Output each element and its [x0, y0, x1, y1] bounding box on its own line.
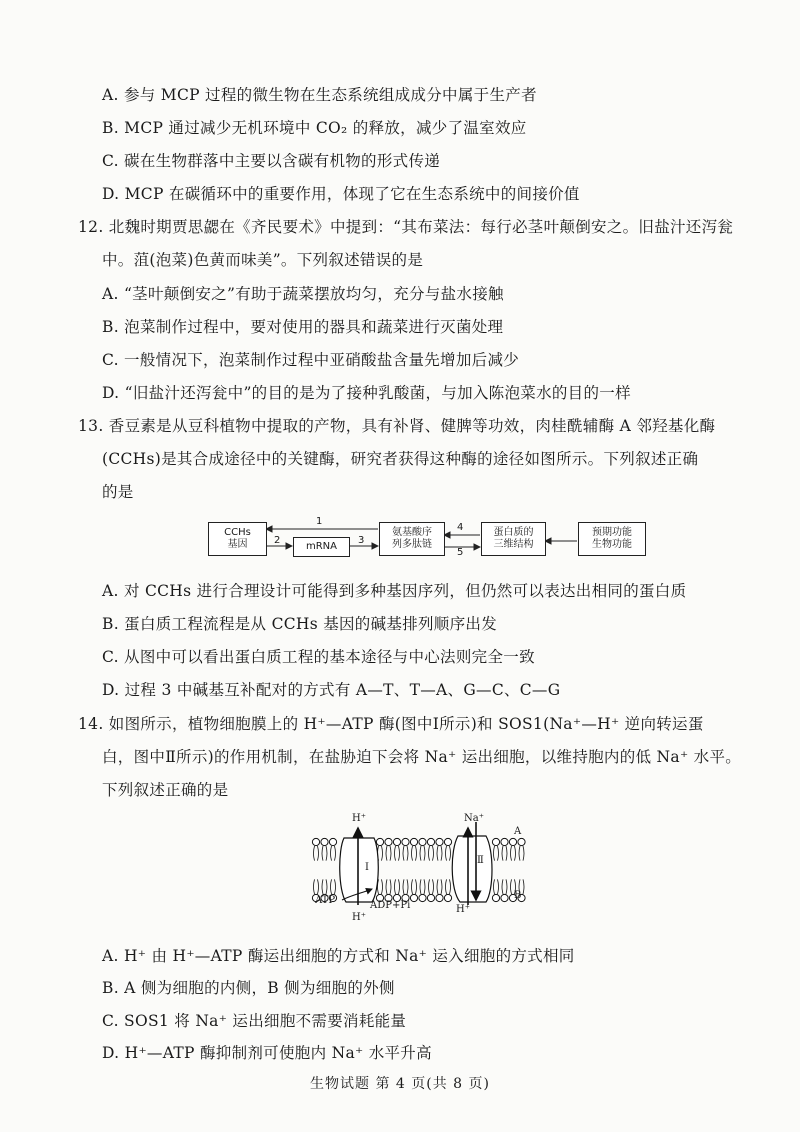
- q14-stem-line2: 白，图中Ⅱ所示)的作用机制，在盐胁迫下会将 Na⁺ 运出细胞，以维持胞内的低 Na⁺ 水平。: [102, 748, 742, 766]
- lipid-tail: [502, 846, 507, 861]
- lipid-tail: [494, 879, 499, 894]
- q12-option-d: D. “旧盐汁还泻瓮中”的目的是为了接种乳酸菌，与加入陈泡菜水的目的一样: [102, 384, 631, 402]
- lipid-head: [501, 838, 508, 845]
- arrow-label-1: 1: [316, 516, 323, 527]
- q13-option-b: B. 蛋白质工程流程是从 CCHs 基因的碱基排列顺序出发: [102, 615, 497, 633]
- lipid-tail: [331, 879, 336, 894]
- lipid-tail: [386, 879, 391, 894]
- lipid-head: [312, 838, 319, 845]
- box-protein-line2: 三维结构: [493, 539, 534, 550]
- label-h-bottom-right: H⁺: [456, 904, 470, 915]
- lipid-tail: [395, 879, 400, 894]
- box-mrna: mRNA: [293, 537, 350, 557]
- lipid-head: [492, 894, 499, 901]
- q13-stem-line3: 的是: [102, 483, 134, 501]
- lipid-head: [376, 838, 383, 845]
- q12-stem-line2: 中。菹(泡菜)色黄而味美”。下列叙述错误的是: [102, 251, 424, 269]
- box-cchs-gene-line2: 基因: [227, 539, 248, 550]
- box-function-line2: 生物功能: [592, 539, 632, 550]
- lipid-head: [444, 838, 451, 845]
- label-adp-pi: ADP+Pi: [370, 900, 411, 911]
- lipid-tail: [437, 846, 442, 861]
- q14-option-b: B. A 侧为细胞的内侧，B 侧为细胞的外侧: [102, 979, 395, 997]
- lipid-head: [385, 838, 392, 845]
- lipid-tail: [314, 846, 319, 861]
- arrow-label-4: 4: [457, 522, 464, 533]
- q14-option-a: A. H⁺ 由 H⁺—ATP 酶运出细胞的方式和 Na⁺ 运入细胞的方式相同: [102, 947, 575, 965]
- lipid-head: [393, 838, 400, 845]
- q14-option-c: C. SOS1 将 Na⁺ 运出细胞不需要消耗能量: [102, 1012, 407, 1030]
- lipid-head: [444, 894, 451, 901]
- q12-stem-line1: 12. 北魏时期贾思勰在《齐民要术》中提到：“其布菜法：每行必茎叶颠倒安之。旧盐汁还泻瓮: [78, 218, 734, 236]
- q12-option-a: A. “茎叶颠倒安之”有助于蔬菜摆放均匀，充分与盐水接触: [102, 285, 504, 303]
- box-peptide-line1: 氨基酸序: [392, 527, 432, 538]
- lipid-head: [501, 894, 508, 901]
- lipid-head: [492, 838, 499, 845]
- lipid-head: [427, 838, 434, 845]
- protein-sos1: [452, 836, 492, 902]
- q11-option-c: C. 碳在生物群落中主要以含碳有机物的形式传递: [102, 152, 441, 170]
- lipid-tail: [446, 846, 451, 861]
- lipid-tail: [511, 846, 516, 861]
- lipid-head: [436, 838, 443, 845]
- lipid-tail: [446, 879, 451, 894]
- lipid-head: [427, 894, 434, 901]
- label-protein-i: Ⅰ: [365, 862, 369, 873]
- lipid-tail: [494, 846, 499, 861]
- q14-option-d: D. H⁺—ATP 酶抑制剂可使胞内 Na⁺ 水平升高: [102, 1044, 432, 1062]
- lipid-head: [410, 894, 417, 901]
- lipid-head: [419, 838, 426, 845]
- q11-option-a: A. 参与 MCP 过程的微生物在生态系统组成成分中属于生产者: [102, 86, 537, 104]
- lipid-tail: [322, 879, 327, 894]
- q13-option-d: D. 过程 3 中碱基互补配对的方式有 A—T、T—A、G—C、C—G: [102, 681, 561, 699]
- label-side-a: A: [514, 826, 522, 837]
- lipid-tail: [412, 879, 417, 894]
- lipid-head: [419, 894, 426, 901]
- arrow-label-3: 3: [358, 535, 365, 546]
- q13-stem-line2: (CCHs)是其合成途径中的关键酶，研究者获得这种酶的途径如图所示。下列叙述正确: [102, 450, 699, 468]
- lipid-tail: [403, 846, 408, 861]
- label-protein-ii: Ⅱ: [477, 855, 484, 866]
- q14-stem-line1: 14. 如图所示，植物细胞膜上的 H⁺—ATP 酶(图中Ⅰ所示)和 SOS1(Na⁺—H⁺ 逆向转运蛋: [78, 715, 704, 733]
- lipid-tail: [437, 879, 442, 894]
- lipid-tail: [331, 846, 336, 861]
- lipid-head: [436, 894, 443, 901]
- lipid-head: [410, 838, 417, 845]
- label-h-bottom-left: H⁺: [352, 912, 366, 923]
- lipid-tail: [378, 879, 383, 894]
- lipid-tail: [395, 846, 400, 861]
- label-atp: ATP: [315, 895, 336, 906]
- lipid-tail: [412, 846, 417, 861]
- lipid-tail: [314, 879, 319, 894]
- arrow-label-2: 2: [274, 535, 281, 546]
- box-cchs-gene-line1: CCHs: [224, 527, 251, 538]
- q11-option-b: B. MCP 通过减少无机环境中 CO₂ 的释放，减少了温室效应: [102, 119, 527, 137]
- lipid-tail: [420, 846, 425, 861]
- q11-option-d: D. MCP 在碳循环中的重要作用，体现了它在生态系统中的间接价值: [102, 185, 580, 203]
- lipid-tail: [429, 879, 434, 894]
- q12-option-b: B. 泡菜制作过程中，要对使用的器具和蔬菜进行灭菌处理: [102, 318, 504, 336]
- label-na-top: Na⁺: [464, 813, 484, 824]
- arrow-label-5: 5: [457, 547, 464, 558]
- q13-option-c: C. 从图中可以看出蛋白质工程的基本途径与中心法则完全一致: [102, 648, 535, 666]
- page-footer: 生物试题 第 4 页(共 8 页): [310, 1076, 490, 1092]
- lipid-head: [329, 838, 336, 845]
- lipid-head: [321, 838, 328, 845]
- lipid-tail: [322, 846, 327, 861]
- box-peptide-line2: 列多肽链: [392, 539, 432, 550]
- q13-stem-line1: 13. 香豆素是从豆科植物中提取的产物，具有补肾、健脾等功效，肉桂酰辅酶 A 邻羟基化酶: [78, 417, 716, 435]
- lipid-head: [402, 838, 409, 845]
- q13-option-a: A. 对 CCHs 进行合理设计可能得到多种基因序列，但仍然可以表达出相同的蛋白质: [102, 582, 687, 600]
- lipid-tail: [429, 846, 434, 861]
- label-h-top: H⁺: [352, 813, 366, 824]
- lipid-head: [518, 838, 525, 845]
- q12-option-c: C. 一般情况下，泡菜制作过程中亚硝酸盐含量先增加后减少: [102, 351, 520, 369]
- label-side-b: B: [514, 890, 522, 901]
- lipid-tail: [420, 879, 425, 894]
- lipid-tail: [403, 879, 408, 894]
- q14-stem-line3: 下列叙述正确的是: [102, 781, 229, 799]
- lipid-tail: [386, 846, 391, 861]
- box-function-line1: 预期功能: [592, 527, 632, 538]
- box-protein-line1: 蛋白质的: [493, 527, 534, 538]
- lipid-tail: [502, 879, 507, 894]
- lipid-tail: [519, 846, 524, 861]
- lipid-head: [509, 838, 516, 845]
- protein-h-atpase: [340, 838, 379, 902]
